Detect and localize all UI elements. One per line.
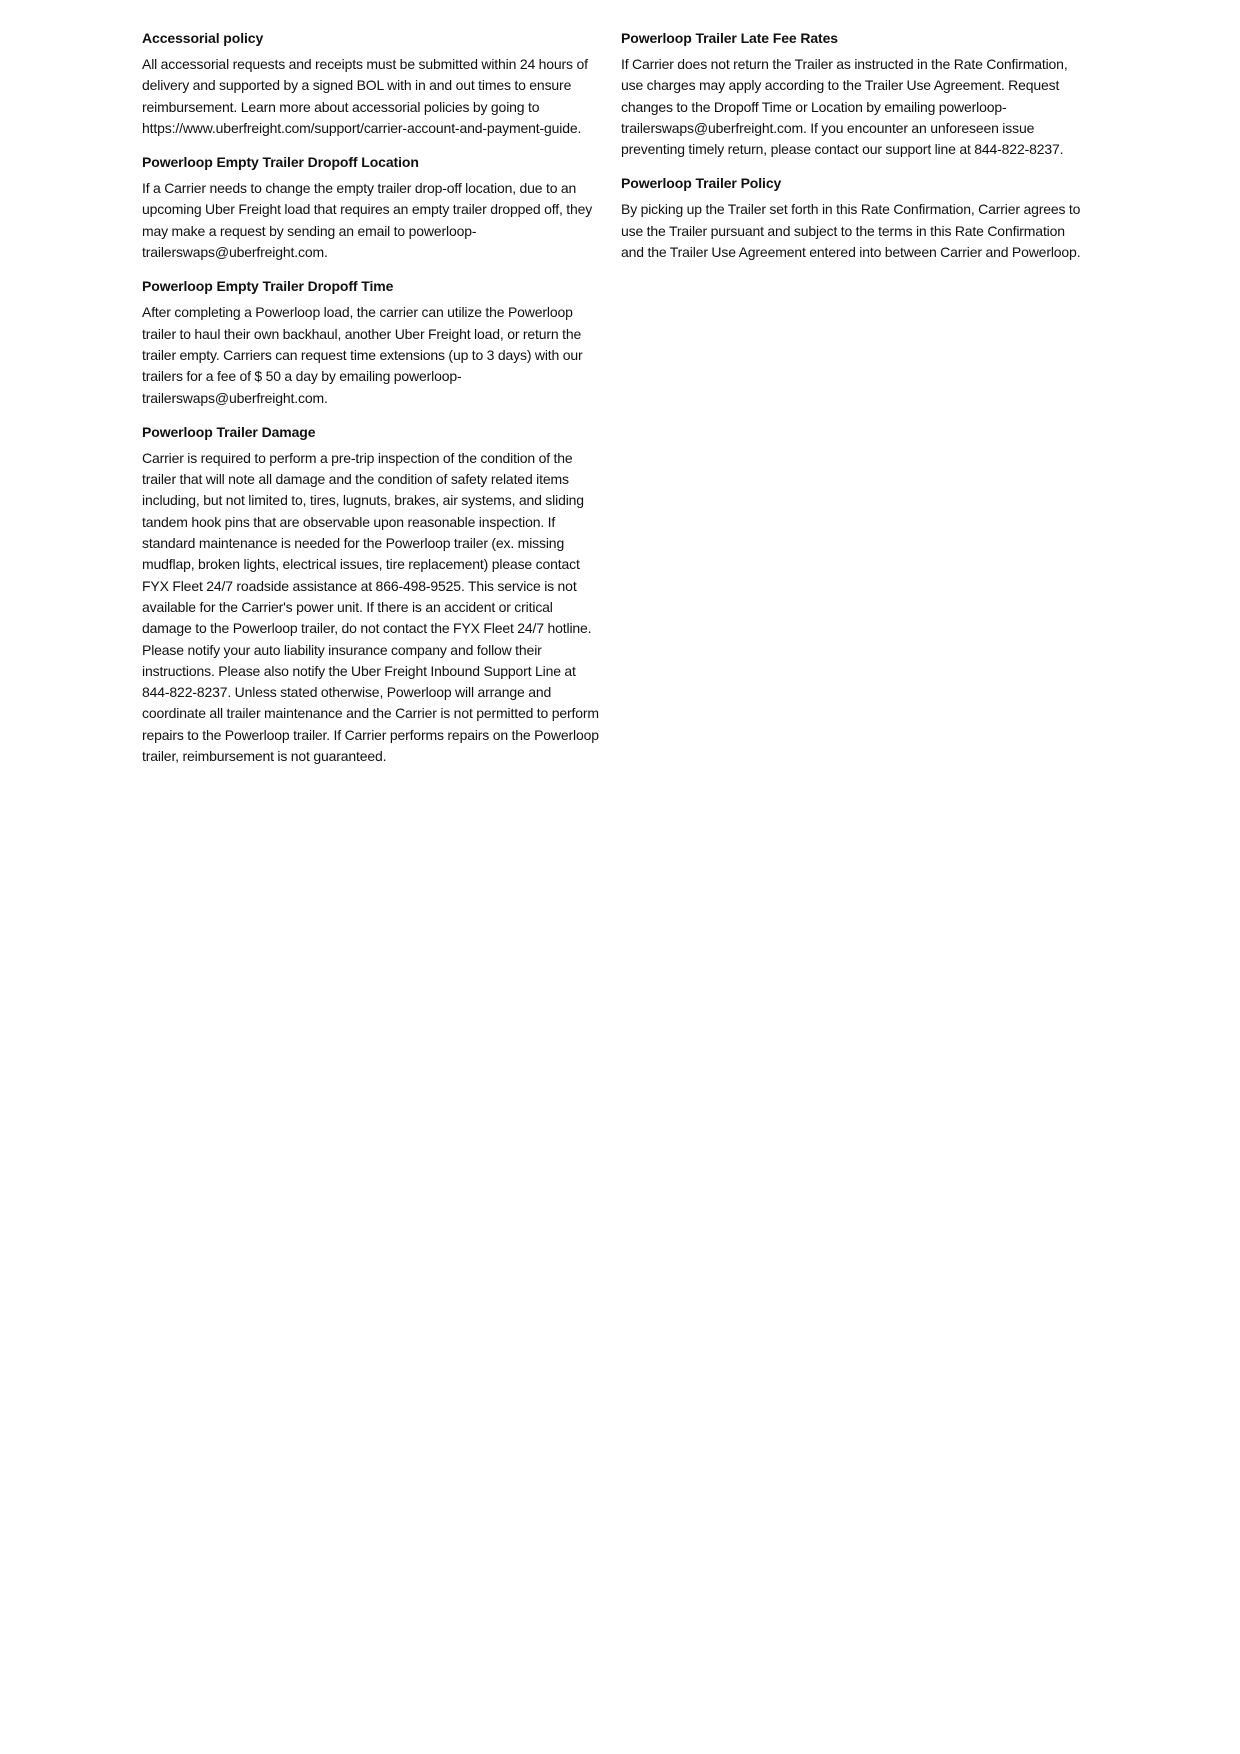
section-dropoff-time (142, 276, 602, 408)
section-heading: Powerloop Trailer Policy (621, 175, 782, 192)
section-body: If a Carrier needs to change the empty trailer drop-off location, due to an upcoming Uber Freight load that requires an empty trailer dropped off, they may make a request by sending an email to powerloop-trailerswaps@uberfreight.com. (142, 180, 593, 261)
section-heading: Powerloop Empty Trailer Dropoff Location (142, 154, 419, 171)
section-late-fee-rates (621, 28, 1083, 160)
section-heading: Accessorial policy (142, 30, 264, 46)
section-heading: Powerloop Trailer Late Fee Rates (621, 30, 838, 46)
section-body: Carrier is required to perform a pre-trip inspection of the condition of the trailer that will note all damage and the condition of safety related items including, but not limited to, tires, lugnuts, brakes, air systems, and sliding tandem hook pins that are observable upon reasonable inspection. If standard maintenance is needed for the Powerloop trailer (ex. missing mudflap, broken lights, electrical issues, tire replacement) please contact FYX Fleet 24/7 roadside assistance at 866-498-9525. This service is not available for the Carrier's power unit. If there is an accident or critical damage to the Powerloop trailer, do not contact the FYX Fleet 24/7 hotline. Please notify your auto liability insurance company and follow their instructions. Please also notify the Uber Freight Inbound Support Line at 844-822-8237. Unless stated otherwise, Powerloop will arrange and coordinate all trailer maintenance and the Carrier is not permitted to perform repairs to the Powerloop trailer. If Carrier performs repairs on the Powerloop trailer, reimbursement is not guaranteed. (142, 449, 599, 765)
right-column (621, 28, 1083, 276)
section-body: If Carrier does not return the Trailer as instructed in the Rate Confirmation, use charges may apply according to the Trailer Use Agreement. Request changes to the Dropoff Time or Location by emailing powerloop-trailerswaps@uberfreight.com. If you encounter an unforeseen issue preventing timely return, please contact our support line at 844-822-8237. (621, 56, 1068, 158)
section-heading: Powerloop Trailer Damage (142, 423, 316, 440)
left-column (142, 28, 602, 780)
section-body: By picking up the Trailer set forth in this Rate Confirmation, Carrier agrees to use the Trailer pursuant and subject to the terms in this Rate Confirmation and the Trailer Use Agreement entered into between Carrier and Powerloop. (621, 201, 1081, 261)
section-dropoff-location (142, 152, 602, 263)
section-heading: Powerloop Empty Trailer Dropoff Time (142, 278, 394, 295)
section-trailer-policy (621, 173, 1083, 263)
section-body: After completing a Powerloop load, the carrier can utilize the Powerloop trailer to haul their own backhaul, another Uber Freight load, or return the trailer empty. Carriers can request time extensions (up to 3 days) with our trailers for a fee of $ 50 a day by emailing powerloop-trailerswaps@uberfreight.com. (142, 304, 583, 406)
section-accessorial-policy (142, 28, 602, 139)
section-trailer-damage (142, 422, 602, 767)
section-body: All accessorial requests and receipts must be submitted within 24 hours of delivery and supported by a signed BOL with in and out times to ensure reimbursement. Learn more about accessorial policies by going to https://www.uberfreight.com/support/carrier-account-and-payment-guide. (142, 56, 588, 136)
